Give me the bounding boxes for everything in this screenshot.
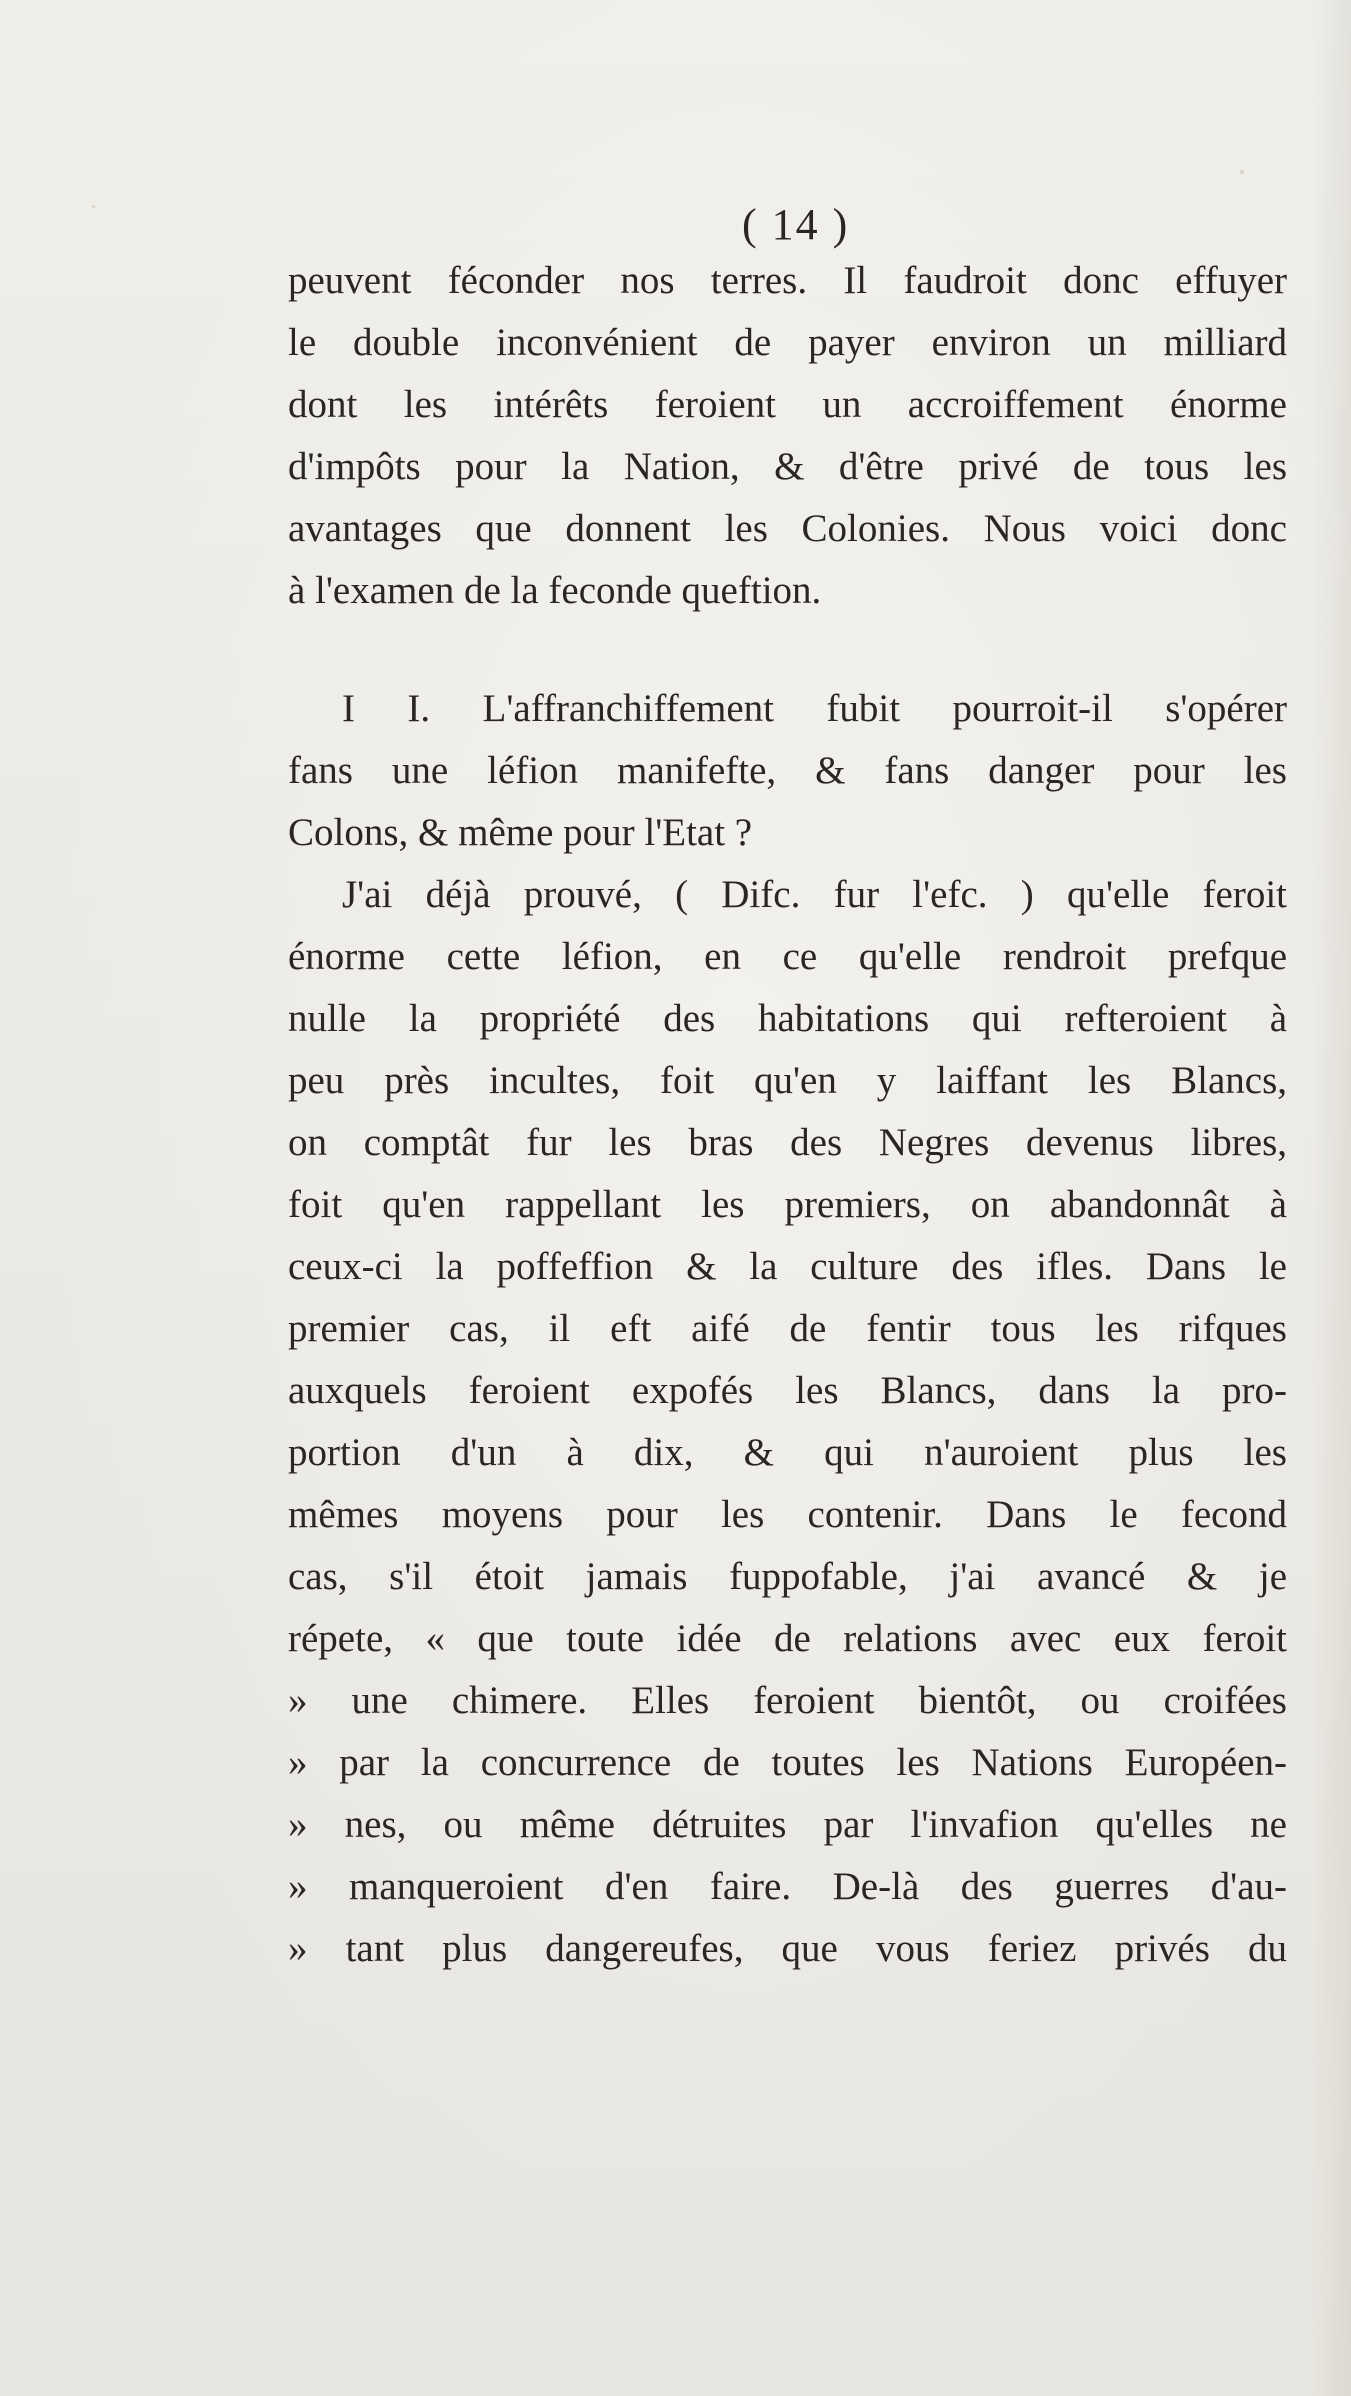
page-edge-shadow xyxy=(1311,0,1351,2396)
text-line: nulle la propriété des habitations qui refteroient à xyxy=(288,997,1287,1040)
text-line: » une chimere. Elles feroient bientôt, ou croifées xyxy=(288,1679,1287,1722)
text-line: on comptât fur les bras des Negres devenus libres, xyxy=(288,1121,1287,1164)
text-line: fans une léfion manifefte, & fans danger pour les xyxy=(288,749,1287,792)
text-line: I I. L'affranchiffement fubit pourroit-il s'opérer xyxy=(342,687,1287,730)
text-line: d'impôts pour la Nation, & d'être privé de tous les xyxy=(288,445,1287,488)
text-line: premier cas, il eft aifé de fentir tous les rifques xyxy=(288,1307,1287,1350)
text-line: J'ai déjà prouvé, ( Difc. fur l'efc. ) qu'elle feroit xyxy=(342,873,1287,916)
text-line: ceux-ci la poffeffion & la culture des ifles. Dans le xyxy=(288,1245,1287,1288)
text-line: peu près incultes, foit qu'en y laiffant les Blancs, xyxy=(288,1059,1287,1102)
text-line: Colons, & même pour l'Etat ? xyxy=(288,811,753,854)
text-line: peuvent féconder nos terres. Il faudroit donc effuyer xyxy=(288,259,1287,302)
text-line: avantages que donnent les Colonies. Nous voici donc xyxy=(288,507,1287,550)
paragraph-2 xyxy=(288,678,1287,864)
text-line: » nes, ou même détruites par l'invafion qu'elles ne xyxy=(288,1803,1287,1846)
text-line: portion d'un à dix, & qui n'auroient plus les xyxy=(288,1431,1287,1474)
text-line: » tant plus dangereufes, que vous feriez privés du xyxy=(288,1927,1287,1970)
paper-spot xyxy=(1240,170,1244,174)
text-line: énorme cette léfion, en ce qu'elle rendroit prefque xyxy=(288,935,1287,978)
paper-spot xyxy=(92,205,95,208)
text-line: auxquels feroient expofés les Blancs, dans la pro- xyxy=(288,1369,1287,1412)
text-line: dont les intérêts feroient un accroiffement énorme xyxy=(288,383,1287,426)
text-line: à l'examen de la feconde queftion. xyxy=(288,569,822,612)
paragraph-1 xyxy=(288,250,1287,622)
text-line: le double inconvénient de payer environ un milliard xyxy=(288,321,1287,364)
text-line: mêmes moyens pour les contenir. Dans le fecond xyxy=(288,1493,1287,1536)
text-line: foit qu'en rappellant les premiers, on abandonnât à xyxy=(288,1183,1287,1226)
page-number: ( 14 ) xyxy=(742,200,850,249)
paragraph-3 xyxy=(288,864,1287,1980)
text-line: » par la concurrence de toutes les Nations Européen- xyxy=(288,1741,1287,1784)
text-line: cas, s'il étoit jamais fuppofable, j'ai avancé & je xyxy=(288,1555,1287,1598)
text-line: répete, « que toute idée de relations avec eux feroit xyxy=(288,1617,1287,1660)
text-line: » manqueroient d'en faire. De-là des guerres d'au- xyxy=(288,1865,1287,1908)
